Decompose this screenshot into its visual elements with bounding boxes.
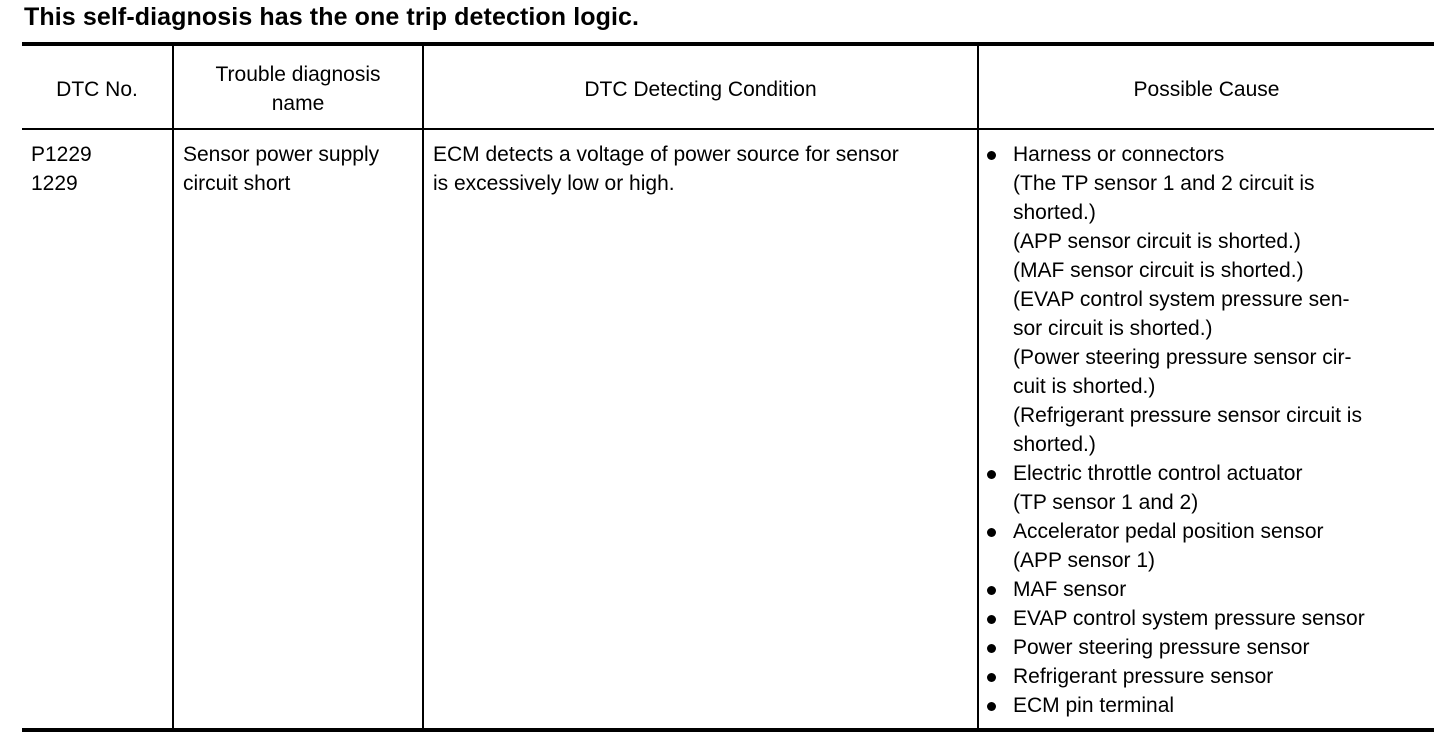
- cause-line: shorted.): [1013, 433, 1096, 456]
- cause-line: Accelerator pedal position sensor: [1013, 520, 1324, 543]
- condition-line-2: is excessively low or high.: [433, 172, 675, 195]
- cell-detecting-condition: [423, 129, 978, 730]
- list-item: [987, 517, 1428, 575]
- bullet-icon: [987, 528, 996, 537]
- bullet-icon: [987, 586, 996, 595]
- list-item: [987, 604, 1428, 633]
- trouble-name-line-1: Sensor power supply: [183, 143, 380, 166]
- header-trouble-name-line-1: Trouble diagnosis: [215, 63, 381, 86]
- page-heading: This self-diagnosis has the one trip detection logic.: [24, 3, 640, 31]
- list-item: [987, 575, 1428, 604]
- table-row: [22, 129, 1434, 730]
- cell-dtc-no: [22, 129, 173, 730]
- cause-line: shorted.): [1013, 201, 1096, 224]
- header-detecting-condition-label: DTC Detecting Condition: [584, 77, 817, 101]
- cause-line: MAF sensor: [1013, 578, 1127, 601]
- cell-trouble-name: [173, 129, 423, 730]
- list-item: [987, 691, 1428, 720]
- cause-line: (EVAP control system pressure sen-: [1013, 288, 1350, 311]
- header-trouble-diagnosis-name: [173, 44, 423, 129]
- header-possible-cause: [978, 44, 1434, 129]
- header-possible-cause-label: Possible Cause: [1133, 77, 1280, 101]
- dtc-table: [22, 42, 1434, 732]
- cause-line: (APP sensor 1): [1013, 549, 1156, 572]
- bullet-icon: [987, 470, 996, 479]
- cause-line: ECM pin terminal: [1013, 694, 1175, 717]
- cause-line: cuit is shorted.): [1013, 375, 1156, 398]
- header-trouble-name-line-2: name: [271, 92, 325, 115]
- cause-line: EVAP control system pressure sensor: [1013, 607, 1365, 630]
- header-dtc-no-label: DTC No.: [56, 77, 138, 101]
- dtc-code: P1229: [31, 143, 92, 166]
- cell-possible-cause: [978, 129, 1434, 730]
- bullet-icon: [987, 644, 996, 653]
- cause-line: (Refrigerant pressure sensor circuit is: [1013, 404, 1362, 427]
- header-dtc-no: [22, 44, 173, 129]
- bullet-icon: [987, 702, 996, 711]
- cause-line: (APP sensor circuit is shorted.): [1013, 230, 1301, 253]
- list-item: [987, 459, 1428, 517]
- bullet-icon: [987, 151, 996, 160]
- table-header-row: [22, 44, 1434, 129]
- cause-line: (TP sensor 1 and 2): [1013, 491, 1199, 514]
- trouble-name-line-2: circuit short: [183, 172, 291, 195]
- list-item: [987, 662, 1428, 691]
- cause-line: (The TP sensor 1 and 2 circuit is: [1013, 172, 1315, 195]
- bullet-icon: [987, 673, 996, 682]
- condition-line-1: ECM detects a voltage of power source for sensor: [433, 143, 899, 166]
- cause-line: Power steering pressure sensor: [1013, 636, 1310, 659]
- cause-line: Harness or connectors: [1013, 143, 1225, 166]
- bullet-icon: [987, 615, 996, 624]
- cause-line: Electric throttle control actuator: [1013, 462, 1303, 485]
- list-item: [987, 140, 1428, 459]
- cause-line: sor circuit is shorted.): [1013, 317, 1213, 340]
- dtc-code-short: 1229: [31, 172, 78, 195]
- cause-line: Refrigerant pressure sensor: [1013, 665, 1274, 688]
- header-detecting-condition: [423, 44, 978, 129]
- possible-cause-list: [987, 140, 1428, 720]
- list-item: [987, 633, 1428, 662]
- cause-line: (Power steering pressure sensor cir-: [1013, 346, 1352, 369]
- cause-line: (MAF sensor circuit is shorted.): [1013, 259, 1304, 282]
